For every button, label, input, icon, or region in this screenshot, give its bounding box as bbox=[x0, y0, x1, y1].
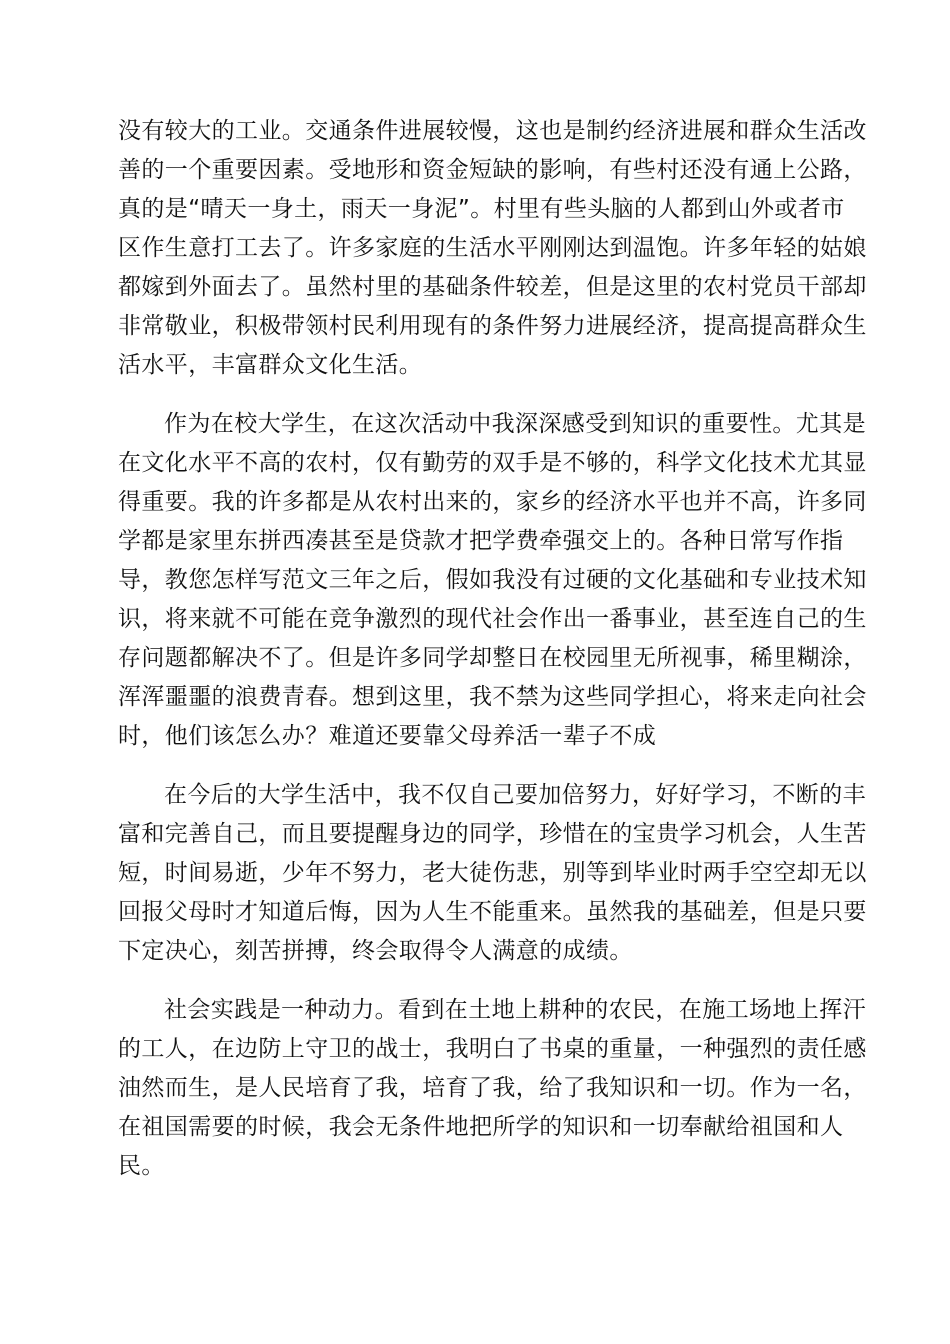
text-line: 没有较大的工业。交通条件进展较慢，这也是制约经济进展和群众生活改 bbox=[118, 118, 867, 144]
text-line: 都嫁到外面去了。虽然村里的基础条件较差，但是这里的农村党员干部却 bbox=[118, 274, 867, 300]
text-line: 在祖国需要的时候，我会无条件地把所学的知识和一切奉献给祖国和人 bbox=[118, 1114, 844, 1140]
text-line: 作为在校大学生，在这次活动中我深深感受到知识的重要性。尤其是 bbox=[164, 411, 866, 437]
text-line: 时，他们该怎么办？难道还要靠父母养活一辈子不成 bbox=[118, 723, 657, 749]
text-line: 油然而生，是人民培育了我，培育了我，给了我知识和一切。作为一名， bbox=[118, 1075, 867, 1101]
text-line: 民。 bbox=[118, 1153, 165, 1179]
paragraph-2 bbox=[118, 405, 867, 756]
paragraph-3 bbox=[118, 776, 867, 971]
text-line: 浑浑噩噩的浪费青春。想到这里，我不禁为这些同学担心，将来走向社会 bbox=[118, 684, 867, 710]
text-line: 短，时间易逝，少年不努力，老大徒伤悲，别等到毕业时两手空空却无以 bbox=[118, 860, 867, 886]
text-line: 学都是家里东拼西凑甚至是贷款才把学费牵强交上的。各种日常写作指 bbox=[118, 528, 844, 554]
text-line: 回报父母时才知道后悔，因为人生不能重来。虽然我的基础差，但是只要 bbox=[118, 899, 867, 925]
text-line: 导，教您怎样写范文三年之后，假如我没有过硬的文化基础和专业技术知 bbox=[118, 567, 867, 593]
text-line: 非常敬业，积极带领村民利用现有的条件努力进展经济，提高提高群众生 bbox=[118, 313, 867, 339]
text-line: 在今后的大学生活中，我不仅自己要加倍努力，好好学习，不断的丰 bbox=[164, 782, 866, 808]
text-line: 富和完善自己，而且要提醒身边的同学，珍惜在的宝贵学习机会，人生苦 bbox=[118, 821, 867, 847]
text-line: 真的是“晴天一身土，雨天一身泥”。村里有些头脑的人都到山外或者市 bbox=[118, 196, 845, 222]
text-line: 识，将来就不可能在竞争激烈的现代社会作出一番事业，甚至连自己的生 bbox=[118, 606, 867, 632]
paragraph-4 bbox=[118, 991, 867, 1186]
text-line: 活水平，丰富群众文化生活。 bbox=[118, 352, 423, 378]
text-line: 得重要。我的许多都是从农村出来的，家乡的经济水平也并不高，许多同 bbox=[118, 489, 867, 515]
text-line: 的工人，在边防上守卫的战士，我明白了书桌的重量，一种强烈的责任感 bbox=[118, 1036, 867, 1062]
text-line: 存问题都解决不了。但是许多同学却整日在校园里无所视事，稀里糊涂， bbox=[118, 645, 867, 671]
text-line: 社会实践是一种动力。看到在土地上耕种的农民，在施工场地上挥汗 bbox=[164, 997, 866, 1023]
text-line: 善的一个重要因素。受地形和资金短缺的影响，有些村还没有通上公路， bbox=[118, 157, 867, 183]
text-line: 区作生意打工去了。许多家庭的生活水平刚刚达到温饱。许多年轻的姑娘 bbox=[118, 235, 867, 261]
document-body bbox=[118, 112, 867, 1206]
text-line: 下定决心，刻苦拼搏，终会取得令人满意的成绩。 bbox=[118, 938, 633, 964]
text-line: 在文化水平不高的农村，仅有勤劳的双手是不够的，科学文化技术尤其显 bbox=[118, 450, 867, 476]
paragraph-1 bbox=[118, 112, 867, 385]
